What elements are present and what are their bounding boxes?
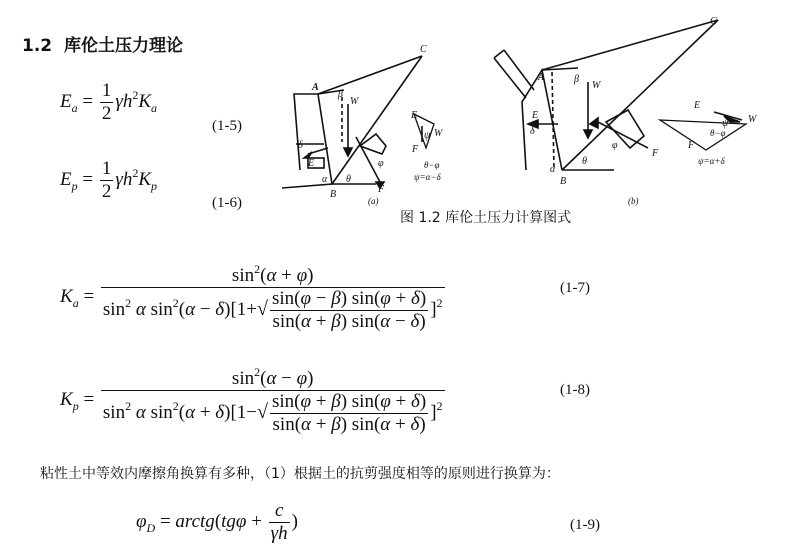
svg-text:β: β bbox=[338, 89, 343, 100]
figure-caption: 图 1.2 库伦土压力计算图式 bbox=[400, 210, 572, 226]
svg-text:δ: δ bbox=[298, 140, 303, 151]
svg-text:A: A bbox=[538, 72, 545, 83]
svg-text:A: A bbox=[312, 82, 319, 93]
svg-text:θ: θ bbox=[582, 156, 587, 167]
svg-text:W: W bbox=[350, 96, 359, 107]
figure-a-diagram bbox=[272, 42, 478, 210]
figure-a-relation: ψ=α−δ bbox=[414, 172, 441, 182]
svg-text:C: C bbox=[710, 16, 717, 27]
equation-number-1-5: (1-5) bbox=[212, 118, 242, 134]
svg-text:W: W bbox=[748, 114, 757, 125]
section-title: 库伦土压力理论 bbox=[63, 36, 183, 56]
equation-1-8: $K_p$ = $\sin^2(\alpha - \varphi)$ $\sin^2 \alpha$ $\sin^2(\alpha + \delta)[1-√$ $\frac{\sin(\varphi + \beta) \sin(\varphi + \delta)}{\sin(\alpha + \beta) \sin(\alpha + \delta)}$ ]$^2$ bbox=[60, 365, 443, 435]
equation-1-5: $E_a$ = $\frac{1}{2}$ $\gamma h^2K_a$ bbox=[60, 80, 158, 124]
figure-b-label: (b) bbox=[628, 196, 639, 206]
svg-text:F: F bbox=[688, 140, 695, 151]
svg-text:ψ: ψ bbox=[424, 130, 431, 141]
svg-text:E: E bbox=[694, 100, 701, 111]
svg-text:δ: δ bbox=[530, 126, 535, 137]
svg-text:α: α bbox=[322, 174, 328, 185]
equation-number-1-8: (1-8) bbox=[560, 382, 590, 398]
equation-1-7: $K_a$ = $\sin^2(\alpha + \varphi)$ $\sin^2 \alpha$ $\sin^2(\alpha - \delta)[1+√$ $\frac{\sin(\varphi - \beta) \sin(\varphi + \delta)}{\sin(\alpha + \beta) \sin(\alpha - \delta)}$ ]$^2$ bbox=[60, 262, 443, 332]
section-heading bbox=[22, 31, 183, 56]
svg-text:E: E bbox=[308, 158, 315, 169]
figure-a-label: (a) bbox=[368, 196, 379, 206]
svg-text:θ−φ: θ−φ bbox=[710, 128, 726, 138]
svg-text:θ: θ bbox=[346, 174, 351, 185]
svg-text:F: F bbox=[652, 148, 659, 159]
equation-1-6: $E_p$ = $\frac{1}{2}$ $\gamma h^2K_p$ bbox=[60, 158, 158, 202]
svg-text:ψ: ψ bbox=[722, 118, 729, 129]
svg-text:θ−φ: θ−φ bbox=[424, 160, 440, 170]
figure-b-relation: ψ=α+δ bbox=[698, 156, 725, 166]
body-paragraph: 粘性土中等效内摩擦角换算有多种，（1）根据土的抗剪强度相等的原则进行换算为： bbox=[40, 466, 560, 482]
svg-text:F: F bbox=[412, 144, 419, 155]
svg-text:α: α bbox=[550, 164, 556, 175]
equation-1-9: $\varphi_D$ = arctg(tgφ + $\frac{c}{\gamma h}$ ) bbox=[136, 500, 298, 544]
equation-number-1-7: (1-7) bbox=[560, 280, 590, 296]
svg-text:B: B bbox=[560, 176, 567, 187]
svg-text:F: F bbox=[378, 184, 385, 195]
svg-text:C: C bbox=[420, 44, 427, 55]
svg-text:W: W bbox=[434, 128, 443, 139]
equation-number-1-6: (1-6) bbox=[212, 195, 242, 211]
svg-text:φ: φ bbox=[612, 140, 618, 151]
section-number: 1.2 bbox=[22, 36, 53, 56]
svg-text:β: β bbox=[574, 74, 579, 85]
svg-text:φ: φ bbox=[378, 158, 384, 169]
figure-b-diagram bbox=[478, 12, 778, 208]
svg-text:E: E bbox=[532, 110, 539, 121]
svg-text:E: E bbox=[411, 110, 418, 121]
svg-text:B: B bbox=[330, 189, 337, 200]
equation-number-1-9: (1-9) bbox=[570, 517, 600, 533]
svg-text:W: W bbox=[592, 80, 601, 91]
